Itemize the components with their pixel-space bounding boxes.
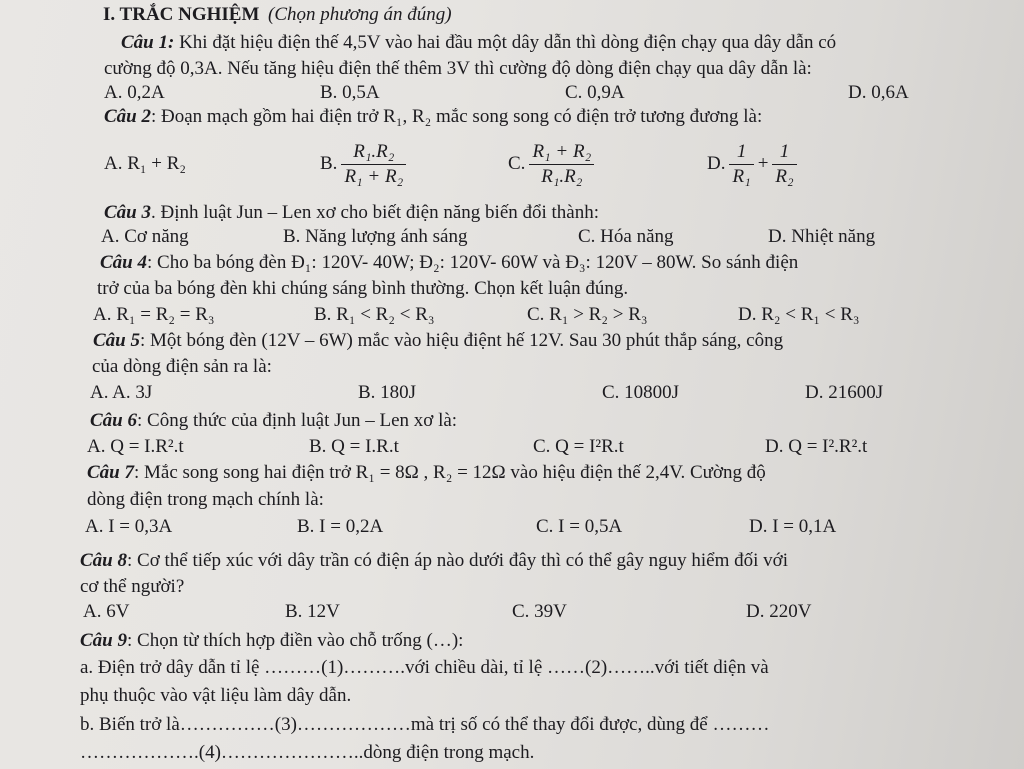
question-4-line-2 xyxy=(0,276,1024,304)
option-a[interactable]: A. R₁ = R₂ = R₃ xyxy=(93,304,215,325)
fraction-numerator: R₁ + R₂ xyxy=(529,140,594,165)
option-d-prefix: D. xyxy=(707,153,726,174)
option-a[interactable]: A. R₁ + R₂ xyxy=(104,153,187,174)
option-d[interactable]: D. I = 0,1A xyxy=(749,516,837,537)
question-6-options xyxy=(0,434,1024,462)
question-5-line-1 xyxy=(0,328,1024,356)
question-9-stem xyxy=(0,628,1024,656)
option-c-prefix: C. xyxy=(508,153,526,174)
fraction-numerator: 1 xyxy=(772,140,796,165)
question-9-part-b-line-2 xyxy=(0,740,1024,768)
question-2-stem xyxy=(0,104,1024,132)
fill-in-text: a. Điện trở dây dẫn tỉ lệ ………(1)……….với chiều dài, tỉ lệ ……(2)……..với tiết diện và xyxy=(80,657,769,678)
question-text: : Cho ba bóng đèn Đ₁: 120V- 40W; Đ₂: 120V- 60W và Đ₃: 120V – 80W. So sánh điện xyxy=(147,252,799,273)
fraction xyxy=(772,140,796,189)
question-2-options xyxy=(0,132,1024,196)
option-a[interactable]: A. I = 0,3A xyxy=(85,516,173,537)
question-text: : Mắc song song hai điện trở R₁ = 8Ω , R₂ = 12Ω vào hiệu điện thế 2,4V. Cường độ xyxy=(134,462,766,483)
option-b[interactable]: B. 12V xyxy=(285,601,340,622)
section-note: (Chọn phương án đúng) xyxy=(268,4,452,25)
question-5-line-2 xyxy=(0,354,1024,382)
question-text: : Đoạn mạch gồm hai điện trở R₁, R₂ mắc song song có điện trở tương đương là: xyxy=(151,106,763,127)
option-c[interactable] xyxy=(508,132,598,196)
option-a[interactable]: A. 6V xyxy=(83,601,130,622)
question-label: Câu 1: xyxy=(121,32,175,53)
question-label: Câu 8 xyxy=(80,550,127,571)
option-c[interactable]: C. 0,9A xyxy=(565,82,625,103)
question-5-options xyxy=(0,380,1024,408)
option-b[interactable] xyxy=(320,132,410,196)
question-label: Câu 7 xyxy=(87,462,134,483)
fraction xyxy=(341,140,406,189)
question-text: . Định luật Jun – Len xơ cho biết điện năng biến đổi thành: xyxy=(151,202,600,223)
fraction-numerator: R₁.R₂ xyxy=(341,140,406,165)
fraction xyxy=(729,140,753,189)
question-8-options xyxy=(0,599,1024,627)
fraction-denominator: R₁.R₂ xyxy=(541,165,583,187)
question-4-line-1 xyxy=(0,250,1024,278)
option-b[interactable]: B. I = 0,2A xyxy=(297,516,384,537)
fill-in-text: b. Biến trở là……………(3)………………mà trị số có thể thay đổi được, dùng để ……… xyxy=(80,714,770,735)
option-d[interactable]: D. 21600J xyxy=(805,382,884,403)
option-c[interactable]: C. Hóa năng xyxy=(578,226,674,247)
question-text: : Chọn từ thích hợp điền vào chỗ trống (…): xyxy=(127,630,464,651)
question-text: : Cơ thể tiếp xúc với dây trần có điện áp nào dưới đây thì có thể gây nguy hiểm đối với xyxy=(127,550,788,571)
question-text: : Một bóng đèn (12V – 6W) mắc vào hiệu điệnt hế 12V. Sau 30 phút thắp sáng, công xyxy=(140,330,784,351)
fraction xyxy=(529,140,594,189)
question-text: Khi đặt hiệu điện thế 4,5V vào hai đầu một dây dẫn thì dòng điện chạy qua dây dẫn có xyxy=(174,32,837,53)
option-d[interactable]: D. 0,6A xyxy=(848,82,909,103)
question-4-options xyxy=(0,302,1024,330)
fill-in-text: phụ thuộc vào vật liệu làm dây dẫn. xyxy=(80,685,352,706)
question-9-part-a-line-2 xyxy=(0,683,1024,711)
question-3-options xyxy=(0,224,1024,252)
option-c[interactable]: C. I = 0,5A xyxy=(536,516,623,537)
option-b[interactable]: B. 180J xyxy=(358,382,417,403)
option-d[interactable]: D. Nhiệt năng xyxy=(768,226,876,247)
question-label: Câu 3 xyxy=(104,202,151,223)
option-b[interactable]: B. Q = I.R.t xyxy=(309,436,399,457)
question-8-line-1 xyxy=(0,548,1024,576)
option-b[interactable]: B. R₁ < R₂ < R₃ xyxy=(314,304,435,325)
question-7-line-1 xyxy=(0,460,1024,488)
plus-sign: + xyxy=(757,153,769,174)
question-9-part-b-line-1 xyxy=(0,712,1024,740)
question-7-options xyxy=(0,514,1024,542)
option-a[interactable]: A. 0,2A xyxy=(104,82,165,103)
fraction-denominator: R₁ + R₂ xyxy=(344,165,404,187)
option-c[interactable]: C. 10800J xyxy=(602,382,680,403)
option-a[interactable]: A. Q = I.R².t xyxy=(87,436,184,457)
question-text: cơ thể người? xyxy=(80,576,185,597)
question-text: dòng điện trong mạch chính là: xyxy=(87,489,324,510)
question-text: trở của ba bóng đèn khi chúng sáng bình thường. Chọn kết luận đúng. xyxy=(97,278,629,299)
question-text: : Công thức của định luật Jun – Len xơ là: xyxy=(137,410,458,431)
option-c[interactable]: C. 39V xyxy=(512,601,567,622)
section-header xyxy=(0,2,1024,30)
option-d[interactable]: D. 220V xyxy=(746,601,812,622)
option-c[interactable]: C. Q = I²R.t xyxy=(533,436,624,457)
option-b[interactable]: B. 0,5A xyxy=(320,82,380,103)
question-text: cường độ 0,3A. Nếu tăng hiệu điện thế thêm 3V thì cường độ dòng điện chạy qua dây dẫn là: xyxy=(104,58,812,79)
question-label: Câu 9 xyxy=(80,630,127,651)
question-9-part-a-line-1 xyxy=(0,655,1024,683)
question-1-line-1 xyxy=(0,30,1024,58)
question-label: Câu 2 xyxy=(104,106,151,127)
option-c[interactable]: C. R₁ > R₂ > R₃ xyxy=(527,304,648,325)
fraction-numerator: 1 xyxy=(729,140,753,165)
question-text: của dòng điện sản ra là: xyxy=(92,356,272,377)
section-title: I. TRẮC NGHIỆM xyxy=(103,4,260,25)
question-1-stem xyxy=(121,30,836,56)
option-d[interactable]: D. Q = I².R².t xyxy=(765,436,868,457)
option-b[interactable]: B. Năng lượng ánh sáng xyxy=(283,226,468,247)
option-a[interactable]: A. A. 3J xyxy=(90,382,153,403)
fill-in-text: ……………….(4)…………………..dòng điện trong mạch. xyxy=(80,742,535,763)
question-label: Câu 4 xyxy=(100,252,147,273)
fraction-denominator: R₂ xyxy=(775,165,794,187)
question-6-stem xyxy=(0,408,1024,436)
option-d[interactable] xyxy=(707,132,801,196)
question-8-line-2 xyxy=(0,574,1024,602)
fraction-denominator: R₁ xyxy=(732,165,751,187)
option-d[interactable]: D. R₂ < R₁ < R₃ xyxy=(738,304,860,325)
question-7-line-2 xyxy=(0,487,1024,515)
option-b-prefix: B. xyxy=(320,153,338,174)
option-a[interactable]: A. Cơ năng xyxy=(101,226,189,247)
question-label: Câu 5 xyxy=(93,330,140,351)
question-label: Câu 6 xyxy=(90,410,137,431)
